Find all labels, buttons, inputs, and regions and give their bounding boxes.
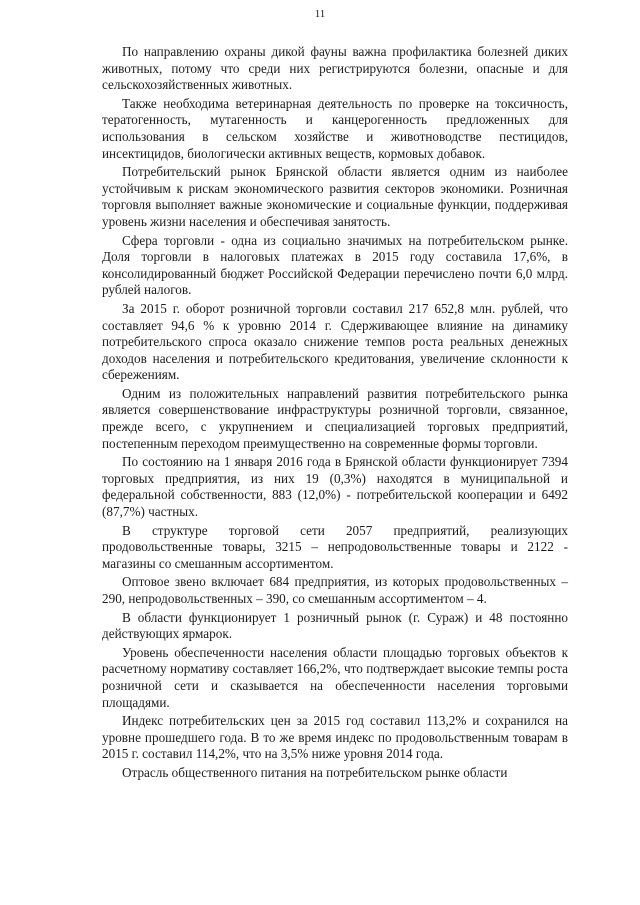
paragraph-network-structure: В структуре торговой сети 2057 предприятий, реализующих продовольственные товары, 3215 – непродовольственные товары и 2122 - магазины со смешанным ассортиментом. (102, 522, 568, 571)
paragraph-catering: Отрасль общественного питания на потребительском рынке области (122, 764, 508, 780)
document-body (102, 44, 568, 784)
paragraph-wildlife: По направлению охраны дикой фауны важна профилактика болезней диких животных, потому что среди них регистрируются болезни, опасные и для сельскохозяйственных животных. (102, 44, 568, 93)
paragraph-wholesale: Оптовое звено включает 684 предприятия, из которых продовольственных – 290, непродовольственных – 390, со смешанным ассортиментом – 4. (102, 574, 568, 606)
paragraph-markets-fairs: В области функционирует 1 розничный рынок (г. Сураж) и 48 постоянно действующих ярмарок. (102, 609, 568, 642)
paragraph-trade-sphere: Сфера торговли - одна из социально значимых на потребительском рынке. Доля торговли в налоговых платежах в 2015 году составила 17,6%, в консолидированный бюджет Российской Федерации перечислено почти 6,0 млрд. рублей налогов. (102, 232, 568, 298)
paragraph-infrastructure: Одним из положительных направлений развития потребительского рынка является совершенствование инфраструктуры розничной торговли, связанное, прежде всего, с укрупнением и специализацией торговых предприятий, постепенным переходом преимущественно на современные формы торговли. (102, 385, 568, 451)
paragraph-retail-turnover: За 2015 г. оборот розничной торговли составил 217 652,8 млн. рублей, что составляет 94,6 % к уровню 2014 г. Сдерживающее влияние на динамику потребительского спроса оказало снижение темпов роста реальных денежных доходов населения и потребительского кредитования, увеличение склонности к сбережениям. (102, 300, 568, 383)
paragraph-consumer-market: Потребительский рынок Брянской области является одним из наиболее устойчивым к рискам экономического развития секторов экономики. Розничная торговля выполняет важные экономические и социальные функции, поддерживая уровень жизни населения и обеспечивая занятость. (102, 164, 568, 229)
paragraph-price-index: Индекс потребительских цен за 2015 год составил 113,2% и сохранился на уровне прошедшего года. В то же время индекс по продовольственным товарам в 2015 г. составил 114,2%, что на 3,5% ниже уровня 2014 года. (102, 713, 568, 762)
page-number: 11 (314, 8, 326, 20)
paragraph-enterprise-count: По состоянию на 1 января 2016 года в Брянской области функционирует 7394 торговых предприятия, из них 19 (0,3%) находятся в муниципальной и федеральной собственности, 883 (12,0%) - потребительской кооперации и 6492 (87,7%) частных. (102, 454, 568, 520)
paragraph-veterinary: Также необходима ветеринарная деятельность по проверке на токсичность, тератогенность, мутагенность и канцерогенность предложенных для использования в сельском хозяйстве и животноводстве пестицидов, инсектицидов, биологически активных веществ, кормовых добавок. (102, 95, 568, 161)
paragraph-retail-space: Уровень обеспеченности населения области площадью торговых объектов к расчетному нормативу составляет 166,2%, что подтверждает высокие темпы роста розничной сети и сказывается на обеспеченности населения торговыми площадями. (102, 644, 568, 710)
